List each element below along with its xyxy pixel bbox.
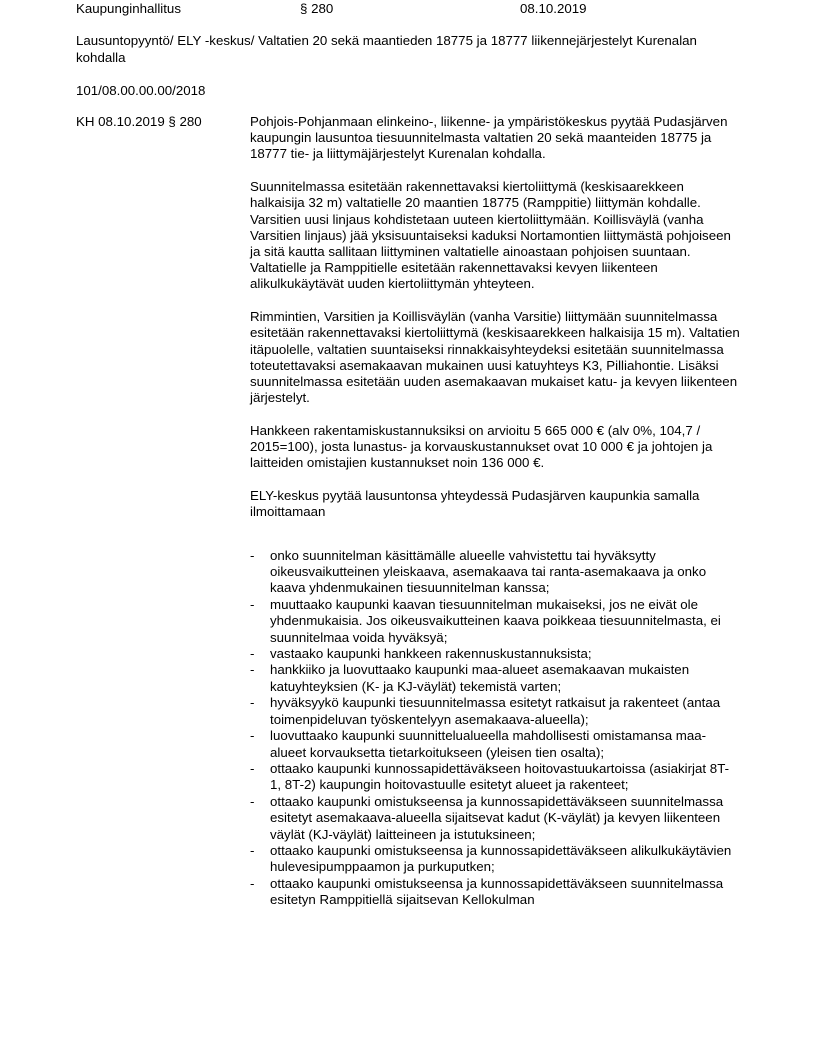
list-marker: - <box>250 760 255 776</box>
header-body: Kaupunginhallitus <box>76 1 181 16</box>
list-item-text: muuttaako kaupunki kaavan tiesuunnitelman mukaiseksi, jos ne eivät ole yhdenmukaisia. Jos oikeusvaikutteinen kaava poikkeaa tiesuunnitelmasta, ei suunnitelmaa voida hyväksyä; <box>270 596 721 645</box>
list-item-text: ottaako kaupunki kunnossapidettäväkseen hoitovastuukartoissa (asiakirjat 8T-1, 8T-2) kaupungin hoitovastuulle esitetyt alueet ja rakenteet; <box>270 760 730 793</box>
list-item <box>250 843 740 876</box>
list-item-text: luovuttaako kaupunki suunnittelualueella mahdollisesti omistamansa maa-alueet korvauksetta tietarkoitukseen (yleisen tien osalta); <box>270 728 707 760</box>
request-list <box>250 548 740 909</box>
list-item-text: onko suunnitelman käsittämälle alueelle vahvistettu tai hyväksytty oikeusvaikutteinen yleiskaava, asemakaava tai ranta-asemakaava ja onko kaava yhdenmukainen tiesuunnitelman kanssa; <box>270 547 707 596</box>
header-date: 08.10.2019 <box>520 1 587 16</box>
list-marker: - <box>250 662 255 678</box>
meeting-reference: KH 08.10.2019 § 280 <box>76 114 202 129</box>
list-item-text: hankkiiko ja luovuttaako kaupunki maa-alueet asemakaavan mukaisten katuyhteyksien (K- ja KJ-väylät) tekemistä varten; <box>270 662 690 694</box>
list-marker: - <box>250 547 255 563</box>
list-item <box>250 794 740 843</box>
list-item <box>250 548 740 597</box>
list-item <box>250 695 740 728</box>
list-marker: - <box>250 646 255 662</box>
list-marker: - <box>250 695 255 711</box>
body-paragraph: ELY-keskus pyytää lausuntonsa yhteydessä Pudasjärven kaupunkia samalla ilmoittamaan <box>250 488 700 520</box>
list-marker: - <box>250 596 255 612</box>
body-paragraph: Rimmintien, Varsitien ja Koillisväylän (vanha Varsitie) liittymään suunnitelmassa esitetään rakennettavaksi kiertoliittymä (keskisaarekkeen halkaisija 15 m). Valtatien itäpuolelle, valtatien suuntaiseksi rinnakkaisyhteydeksi esitetään suunnitelmassa toteutettavaksi asemakaavan mukainen uusi katuyhteys K3, Pilliahontie. Lisäksi suunnitelmassa esitetään uuden asemakaavan mukaiset katu- ja kevyen liikenteen järjestelyt. <box>250 309 740 406</box>
list-item <box>250 876 740 909</box>
body-paragraph: Hankkeen rakentamiskustannuksiksi on arvioitu 5 665 000 € (alv 0%, 104,7 / 2015=100), josta lunastus- ja korvauskustannukset ovat 10 000 € ja johtojen ja laitteiden omistajien kustannukset noin 136 000 €. <box>250 423 713 471</box>
list-item <box>250 646 740 662</box>
list-item <box>250 761 740 794</box>
list-marker: - <box>250 842 255 858</box>
list-marker: - <box>250 875 255 891</box>
document-title: Lausuntopyyntö/ ELY -keskus/ Valtatien 20 sekä maantieden 18775 ja 18777 liikennejärjestelyt Kurenalan kohdalla <box>76 33 697 65</box>
list-marker: - <box>250 728 255 744</box>
list-item-text: ottaako kaupunki omistukseensa ja kunnossapidettäväkseen suunnitelmassa esitetyt asemakaava-alueella sijaitsevat kadut (K-väylät) ja kevyen liikenteen väylät (KJ-väylät) laitteineen ja istutuksineen; <box>270 793 724 842</box>
list-item <box>250 728 740 761</box>
body-paragraph: Suunnitelmassa esitetään rakennettavaksi kiertoliittymä (keskisaarekkeen halkaisija 32 m) valtatielle 20 maantien 18775 (Ramppitie) liittymän kohdalle. Varsitien uusi linjaus kohdistetaan uuteen kiertoliittymään. Koillisväylä (vanha Varsitien linjaus) jää yksisuuntaiseksi kaduksi Nortamontien liittymästä pohjoiseen ja sitä kautta sallitaan liittyminen valtatielle ainoastaan pohjoisen suuntaan. Valtatielle ja Ramppitielle esitetään rakennettavaksi kevyen liikenteen alikulkukäytävät uuden kiertoliittymän yhteyteen. <box>250 179 731 292</box>
list-item <box>250 662 740 695</box>
list-item-text: hyväksyykö kaupunki tiesuunnitelmassa esitetyt ratkaisut ja rakenteet (antaa toimenpideluvan työskentelyyn asemakaava-alueella); <box>270 695 721 727</box>
document-body <box>250 114 740 909</box>
list-marker: - <box>250 793 255 809</box>
header-section: § 280 <box>300 1 334 16</box>
record-number: 101/08.00.00.00/2018 <box>76 83 206 98</box>
list-item-text: ottaako kaupunki omistukseensa ja kunnossapidettäväkseen alikulkukäytävien hulevesipumppaamon ja purkuputken; <box>270 842 732 875</box>
list-item <box>250 597 740 646</box>
body-paragraph: Pohjois-Pohjanmaan elinkeino-, liikenne- ja ympäristökeskus pyytää Pudasjärven kaupungin lausuntoa tiesuunnitelmasta valtatien 20 sekä maanteiden 18775 ja 18777 tie- ja liittymäjärjestelyt Kurenalan kohdalla. <box>250 114 728 162</box>
document-header <box>76 0 776 18</box>
list-item-text: ottaako kaupunki omistukseensa ja kunnossapidettäväkseen suunnitelmassa esitetyn Ramppitiellä sijaitsevan Kellokulman <box>270 875 724 908</box>
list-item-text: vastaako kaupunki hankkeen rakennuskustannuksista; <box>270 646 592 662</box>
